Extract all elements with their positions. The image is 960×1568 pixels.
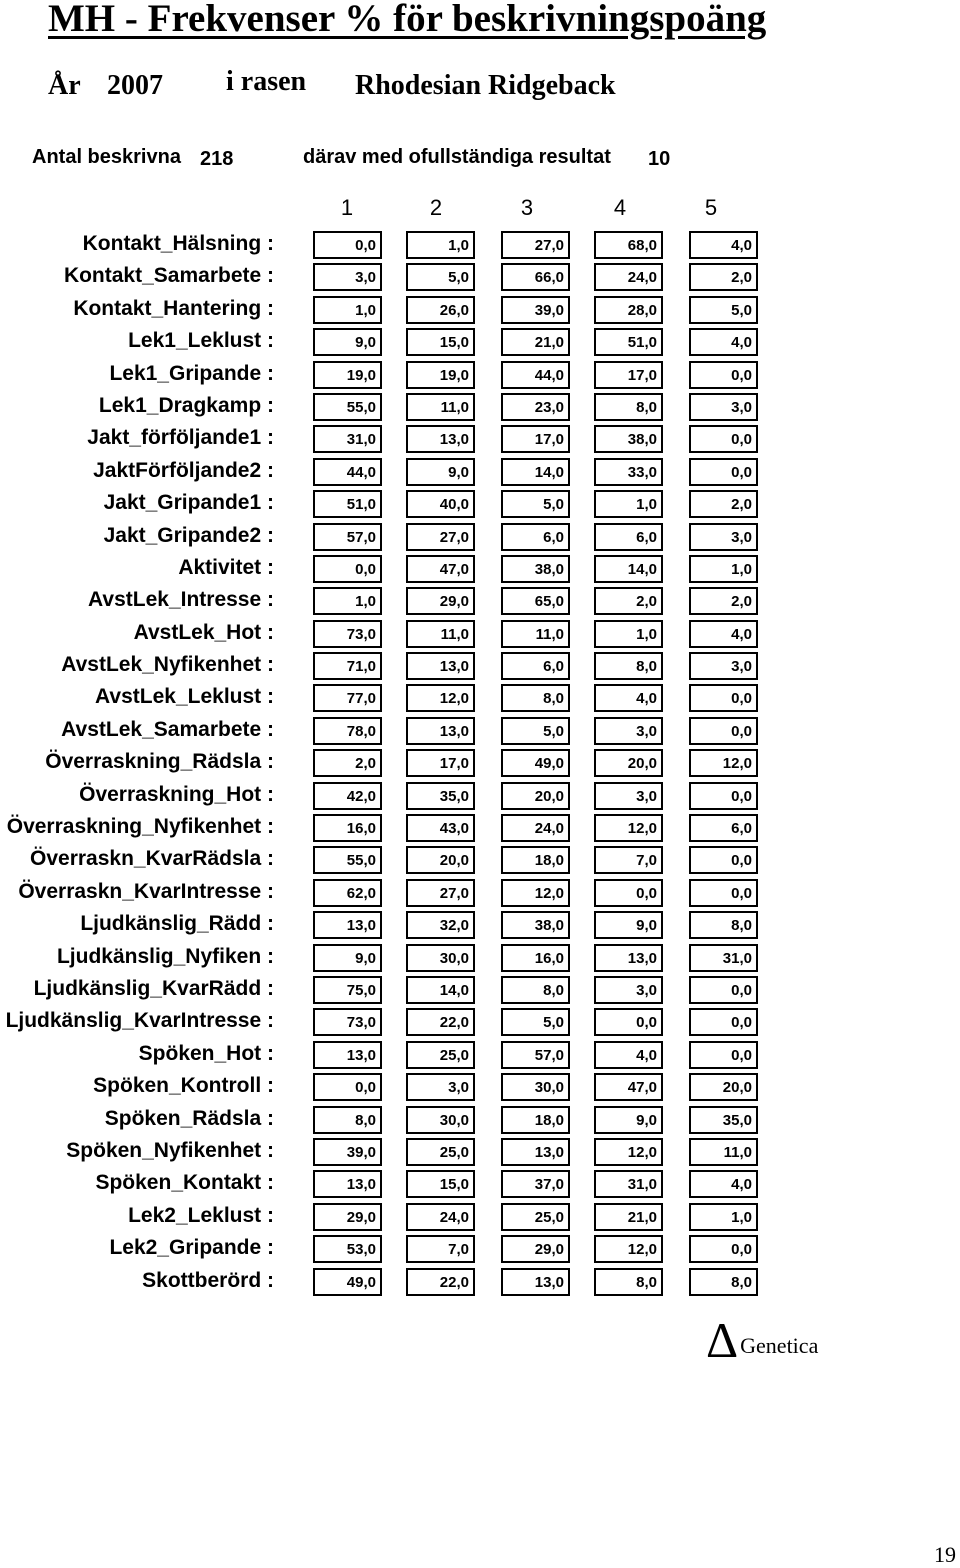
table-cell: 40,0: [406, 490, 475, 518]
table-cell: 4,0: [689, 328, 758, 356]
table-cell: 20,0: [501, 782, 570, 810]
score-column-header: 5: [704, 195, 718, 220]
table-cell: 3,0: [594, 717, 663, 745]
table-cell: 22,0: [406, 1268, 475, 1296]
table-cell: 8,0: [594, 1268, 663, 1296]
table-cell: 68,0: [594, 231, 663, 259]
table-row: [0, 553, 960, 585]
table-cell: 11,0: [406, 393, 475, 421]
logo-text: Genetica: [740, 1333, 819, 1358]
incomplete-count-label: därav med ofullständiga resultat: [303, 146, 611, 168]
table-cell: 0,0: [689, 846, 758, 874]
table-row: [0, 618, 960, 650]
table-cell: 13,0: [501, 1268, 570, 1296]
table-cell: 12,0: [406, 684, 475, 712]
row-label: AvstLek_Intresse :: [88, 588, 274, 612]
row-label: AvstLek_Leklust :: [95, 685, 274, 709]
table-cell: 31,0: [594, 1170, 663, 1198]
table-cell: 3,0: [594, 976, 663, 1004]
table-row: [0, 682, 960, 714]
table-cell: 44,0: [313, 458, 382, 486]
table-cell: 6,0: [501, 523, 570, 551]
table-row: [0, 456, 960, 488]
table-cell: 0,0: [689, 361, 758, 389]
table-cell: 13,0: [313, 911, 382, 939]
table-cell: 5,0: [501, 717, 570, 745]
table-cell: 5,0: [501, 1008, 570, 1036]
table-cell: 12,0: [594, 1138, 663, 1166]
table-cell: 27,0: [406, 523, 475, 551]
table-cell: 6,0: [501, 652, 570, 680]
table-cell: 31,0: [313, 425, 382, 453]
table-cell: 25,0: [406, 1138, 475, 1166]
table-cell: 7,0: [406, 1235, 475, 1263]
table-row: [0, 585, 960, 617]
table-cell: 16,0: [501, 944, 570, 972]
table-row: [0, 1168, 960, 1200]
table-cell: 26,0: [406, 296, 475, 324]
row-label: Lek1_Gripande :: [109, 361, 274, 385]
table-cell: 24,0: [501, 814, 570, 842]
table-cell: 30,0: [501, 1073, 570, 1101]
table-row: [0, 261, 960, 293]
table-cell: 75,0: [313, 976, 382, 1004]
year-value: 2007: [107, 70, 163, 101]
table-cell: 13,0: [406, 425, 475, 453]
table-row: [0, 423, 960, 455]
table-row: [0, 1136, 960, 1168]
table-cell: 30,0: [406, 944, 475, 972]
table-cell: 0,0: [689, 425, 758, 453]
table-cell: 39,0: [501, 296, 570, 324]
row-label: AvstLek_Hot :: [133, 620, 274, 644]
row-label: Överraskning_Hot :: [79, 782, 274, 806]
table-cell: 3,0: [594, 782, 663, 810]
table-cell: 8,0: [594, 393, 663, 421]
table-cell: 25,0: [406, 1041, 475, 1069]
table-cell: 21,0: [501, 328, 570, 356]
table-cell: 35,0: [689, 1106, 758, 1134]
table-cell: 4,0: [689, 1170, 758, 1198]
table-cell: 55,0: [313, 393, 382, 421]
table-row: [0, 650, 960, 682]
table-row: [0, 488, 960, 520]
table-row: [0, 780, 960, 812]
table-cell: 24,0: [594, 263, 663, 291]
table-row: [0, 812, 960, 844]
table-cell: 8,0: [689, 911, 758, 939]
table-cell: 0,0: [594, 879, 663, 907]
table-cell: 4,0: [689, 620, 758, 648]
table-cell: 33,0: [594, 458, 663, 486]
row-label: Lek2_Leklust :: [128, 1203, 274, 1227]
table-cell: 5,0: [501, 490, 570, 518]
table-cell: 9,0: [594, 1106, 663, 1134]
table-row: [0, 1233, 960, 1265]
incomplete-count-value: 10: [648, 148, 671, 170]
table-cell: 13,0: [313, 1170, 382, 1198]
table-cell: 62,0: [313, 879, 382, 907]
row-label: Spöken_Kontroll :: [93, 1074, 274, 1098]
table-cell: 43,0: [406, 814, 475, 842]
table-cell: 2,0: [689, 587, 758, 615]
breed-name: Rhodesian Ridgeback: [355, 70, 616, 101]
table-cell: 47,0: [406, 555, 475, 583]
table-row: [0, 1201, 960, 1233]
table-cell: 1,0: [406, 231, 475, 259]
table-row: [0, 359, 960, 391]
page-title: MH - Frekvenser % för beskrivningspoäng: [48, 0, 767, 40]
table-cell: 13,0: [501, 1138, 570, 1166]
table-cell: 8,0: [594, 652, 663, 680]
table-cell: 42,0: [313, 782, 382, 810]
table-cell: 17,0: [594, 361, 663, 389]
row-label: Lek1_Dragkamp :: [98, 393, 274, 417]
table-cell: 77,0: [313, 684, 382, 712]
table-cell: 13,0: [594, 944, 663, 972]
table-row: [0, 909, 960, 941]
table-cell: 9,0: [313, 328, 382, 356]
table-cell: 23,0: [501, 393, 570, 421]
row-label: Ljudkänslig_Rädd :: [80, 912, 274, 936]
table-cell: 12,0: [594, 1235, 663, 1263]
row-label: Överraskn_KvarRädsla :: [30, 847, 274, 871]
table-cell: 35,0: [406, 782, 475, 810]
table-cell: 4,0: [594, 1041, 663, 1069]
table-cell: 8,0: [689, 1268, 758, 1296]
table-cell: 16,0: [313, 814, 382, 842]
table-cell: 8,0: [313, 1106, 382, 1134]
table-cell: 0,0: [689, 1235, 758, 1263]
table-cell: 73,0: [313, 1008, 382, 1036]
row-label: Jakt_förföljande1 :: [87, 426, 274, 450]
table-row: [0, 229, 960, 261]
table-cell: 3,0: [406, 1073, 475, 1101]
table-cell: 0,0: [689, 684, 758, 712]
table-row: [0, 326, 960, 358]
table-cell: 11,0: [689, 1138, 758, 1166]
row-label: Aktivitet :: [178, 555, 274, 579]
row-label: Överraskn_KvarIntresse :: [18, 879, 274, 903]
table-cell: 27,0: [501, 231, 570, 259]
table-cell: 9,0: [313, 944, 382, 972]
row-label: Överraskning_Rädsla :: [45, 750, 274, 774]
table-cell: 3,0: [689, 523, 758, 551]
table-cell: 13,0: [406, 652, 475, 680]
table-cell: 31,0: [689, 944, 758, 972]
table-cell: 28,0: [594, 296, 663, 324]
row-label: Skottberörd :: [142, 1268, 274, 1292]
table-cell: 17,0: [501, 425, 570, 453]
table-cell: 14,0: [501, 458, 570, 486]
genetica-logo: [706, 1312, 819, 1368]
table-cell: 1,0: [689, 555, 758, 583]
table-cell: 20,0: [689, 1073, 758, 1101]
table-cell: 0,0: [689, 717, 758, 745]
table-cell: 47,0: [594, 1073, 663, 1101]
table-cell: 66,0: [501, 263, 570, 291]
table-cell: 51,0: [313, 490, 382, 518]
table-cell: 21,0: [594, 1203, 663, 1231]
table-cell: 0,0: [689, 976, 758, 1004]
table-cell: 0,0: [689, 1041, 758, 1069]
table-cell: 15,0: [406, 328, 475, 356]
table-cell: 9,0: [406, 458, 475, 486]
table-cell: 53,0: [313, 1235, 382, 1263]
table-cell: 38,0: [594, 425, 663, 453]
table-cell: 32,0: [406, 911, 475, 939]
row-label: Spöken_Kontakt :: [95, 1171, 274, 1195]
table-row: [0, 521, 960, 553]
table-cell: 29,0: [501, 1235, 570, 1263]
table-cell: 0,0: [689, 1008, 758, 1036]
table-cell: 19,0: [406, 361, 475, 389]
table-cell: 78,0: [313, 717, 382, 745]
table-cell: 57,0: [501, 1041, 570, 1069]
table-cell: 49,0: [313, 1268, 382, 1296]
described-count-label: Antal beskrivna: [32, 146, 181, 168]
table-cell: 0,0: [594, 1008, 663, 1036]
table-cell: 0,0: [313, 231, 382, 259]
table-cell: 14,0: [406, 976, 475, 1004]
table-cell: 7,0: [594, 846, 663, 874]
row-label: JaktFörföljande2 :: [93, 458, 274, 482]
table-cell: 12,0: [501, 879, 570, 907]
table-cell: 12,0: [594, 814, 663, 842]
table-cell: 2,0: [594, 587, 663, 615]
table-cell: 55,0: [313, 846, 382, 874]
table-row: [0, 715, 960, 747]
table-row: [0, 1071, 960, 1103]
table-cell: 8,0: [501, 976, 570, 1004]
table-cell: 37,0: [501, 1170, 570, 1198]
row-label: Ljudkänslig_KvarIntresse :: [5, 1009, 274, 1033]
table-row: [0, 1039, 960, 1071]
score-column-header: 2: [429, 195, 443, 220]
row-label: Ljudkänslig_Nyfiken :: [56, 944, 274, 968]
table-cell: 1,0: [313, 296, 382, 324]
table-cell: 20,0: [406, 846, 475, 874]
frequency-table: [0, 229, 960, 1298]
table-cell: 51,0: [594, 328, 663, 356]
row-label: Jakt_Gripande1 :: [103, 491, 274, 515]
table-cell: 30,0: [406, 1106, 475, 1134]
table-row: [0, 974, 960, 1006]
table-cell: 39,0: [313, 1138, 382, 1166]
table-cell: 2,0: [689, 263, 758, 291]
table-cell: 5,0: [689, 296, 758, 324]
table-cell: 3,0: [689, 393, 758, 421]
delta-logo-icon: Δ: [706, 1312, 739, 1368]
table-row: [0, 1104, 960, 1136]
row-label: AvstLek_Nyfikenhet :: [61, 653, 274, 677]
row-label: Ljudkänslig_KvarRädd :: [33, 976, 274, 1000]
table-cell: 13,0: [406, 717, 475, 745]
score-column-header: 4: [613, 195, 627, 220]
table-cell: 2,0: [689, 490, 758, 518]
table-cell: 73,0: [313, 620, 382, 648]
row-label: Kontakt_Hälsning :: [82, 232, 274, 255]
table-cell: 3,0: [689, 652, 758, 680]
table-cell: 24,0: [406, 1203, 475, 1231]
table-cell: 6,0: [594, 523, 663, 551]
table-cell: 4,0: [689, 231, 758, 259]
breed-label: i rasen: [226, 66, 307, 97]
table-row: [0, 844, 960, 876]
table-cell: 25,0: [501, 1203, 570, 1231]
page-number: 19: [934, 1542, 956, 1567]
row-label: Spöken_Hot :: [138, 1041, 274, 1065]
described-count-value: 218: [200, 148, 234, 170]
table-cell: 18,0: [501, 1106, 570, 1134]
table-cell: 17,0: [406, 749, 475, 777]
table-cell: 13,0: [313, 1041, 382, 1069]
table-cell: 2,0: [313, 749, 382, 777]
table-cell: 5,0: [406, 263, 475, 291]
table-cell: 0,0: [313, 1073, 382, 1101]
table-row: [0, 391, 960, 423]
table-cell: 44,0: [501, 361, 570, 389]
table-cell: 14,0: [594, 555, 663, 583]
row-label: Jakt_Gripande2 :: [103, 523, 274, 547]
table-cell: 12,0: [689, 749, 758, 777]
table-cell: 65,0: [501, 587, 570, 615]
year-label: År: [48, 70, 81, 101]
table-cell: 3,0: [313, 263, 382, 291]
table-cell: 6,0: [689, 814, 758, 842]
table-cell: 1,0: [594, 620, 663, 648]
row-label: Lek2_Gripande :: [109, 1236, 274, 1260]
table-cell: 18,0: [501, 846, 570, 874]
table-cell: 0,0: [313, 555, 382, 583]
score-column-header: 1: [340, 195, 354, 220]
row-label: Kontakt_Hantering :: [73, 296, 274, 320]
table-cell: 11,0: [501, 620, 570, 648]
table-cell: 8,0: [501, 684, 570, 712]
table-cell: 27,0: [406, 879, 475, 907]
table-cell: 4,0: [594, 684, 663, 712]
row-label: Lek1_Leklust :: [128, 329, 274, 353]
table-cell: 57,0: [313, 523, 382, 551]
row-label: Spöken_Nyfikenhet :: [66, 1138, 274, 1162]
table-cell: 71,0: [313, 652, 382, 680]
table-cell: 20,0: [594, 749, 663, 777]
table-cell: 38,0: [501, 555, 570, 583]
table-cell: 0,0: [689, 782, 758, 810]
table-row: [0, 942, 960, 974]
table-cell: 49,0: [501, 749, 570, 777]
table-cell: 38,0: [501, 911, 570, 939]
table-cell: 19,0: [313, 361, 382, 389]
table-cell: 0,0: [689, 458, 758, 486]
row-label: Överraskning_Nyfikenhet :: [6, 815, 274, 839]
table-row: [0, 747, 960, 779]
table-cell: 15,0: [406, 1170, 475, 1198]
table-cell: 1,0: [313, 587, 382, 615]
score-column-header: 3: [520, 195, 534, 220]
row-label: Spöken_Rädsla :: [104, 1106, 274, 1130]
table-row: [0, 1266, 960, 1298]
table-row: [0, 294, 960, 326]
table-cell: 22,0: [406, 1008, 475, 1036]
row-label: AvstLek_Samarbete :: [61, 717, 274, 741]
table-cell: 29,0: [313, 1203, 382, 1231]
table-cell: 1,0: [594, 490, 663, 518]
table-cell: 1,0: [689, 1203, 758, 1231]
table-row: [0, 877, 960, 909]
table-cell: 29,0: [406, 587, 475, 615]
row-label: Kontakt_Samarbete :: [63, 264, 274, 288]
table-cell: 0,0: [689, 879, 758, 907]
table-row: [0, 1006, 960, 1038]
table-cell: 9,0: [594, 911, 663, 939]
table-cell: 11,0: [406, 620, 475, 648]
